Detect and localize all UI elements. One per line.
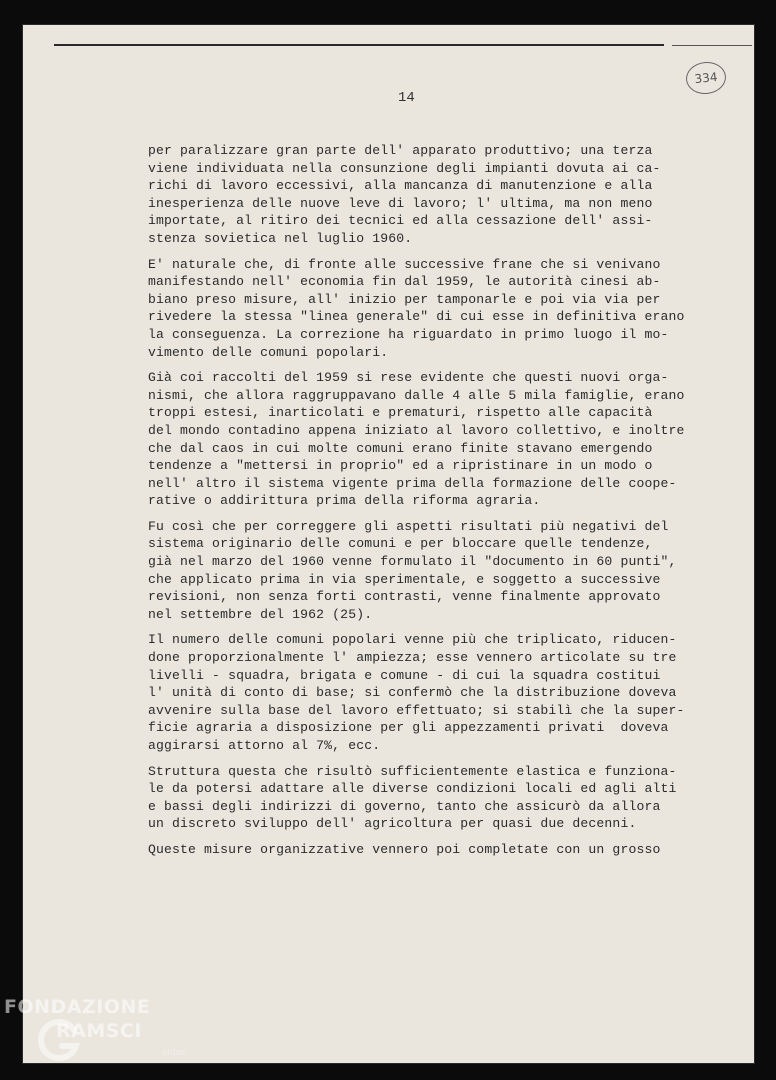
text-line: inesperienza delle nuove leve di lavoro; l' ultima, ma non meno bbox=[148, 195, 653, 211]
text-line: che dal caos in cui molte comuni erano finite stavano emergendo bbox=[148, 440, 653, 456]
text-line: Il numero delle comuni popolari venne più che triplicato, riducen- bbox=[148, 632, 677, 648]
text-line: Fu così che per correggere gli aspetti risultati più negativi del bbox=[148, 518, 669, 534]
text-line: già nel marzo del 1960 venne formulato il "documento in 60 punti", bbox=[148, 554, 677, 570]
text-line: che applicato prima in via sperimentale, e soggetto a successive bbox=[148, 571, 661, 587]
text-line: rivedere la stessa "linea generale" di cui esse in definitiva erano bbox=[148, 309, 685, 325]
text-line: done proporzionalmente l' ampiezza; esse vennero articolate su tre bbox=[148, 650, 677, 666]
fondazione-gramsci-watermark bbox=[4, 996, 204, 1076]
text-line: e bassi degli indirizzi di governo, tanto che assicurò da allora bbox=[148, 798, 661, 814]
text-line: del mondo contadino appena iniziato al lavoro collettivo, e inoltre bbox=[148, 422, 685, 438]
paragraph bbox=[148, 256, 758, 362]
text-line: E' naturale che, di fronte alle successive frane che si venivano bbox=[148, 256, 661, 272]
text-line: vimento delle comuni popolari. bbox=[148, 344, 389, 360]
text-line: importate, al ritiro dei tecnici ed alla cessazione dell' assi- bbox=[148, 213, 653, 229]
paragraph bbox=[148, 763, 758, 833]
text-line: Queste misure organizzative vennero poi completate con un grosso bbox=[148, 841, 661, 857]
text-line: sistema originario delle comuni e per bloccare quelle tendenze, bbox=[148, 536, 653, 552]
text-line: viene individuata nella consunzione degli impianti dovuta ai ca- bbox=[148, 160, 661, 176]
text-line: rative o addirittura prima della riforma agraria. bbox=[148, 493, 541, 509]
paragraph bbox=[148, 369, 758, 510]
watermark-line2: RAMSCI bbox=[56, 1020, 142, 1042]
text-line: Struttura questa che risultò sufficientemente elastica e funziona- bbox=[148, 763, 677, 779]
text-line: Già coi raccolti del 1959 si rese evidente che questi nuovi orga- bbox=[148, 370, 669, 386]
paragraph bbox=[148, 518, 758, 624]
archive-number-stamp: 334 bbox=[684, 60, 727, 96]
text-line: manifestando nell' economia fin dal 1959, le autorità cinesi ab- bbox=[148, 274, 661, 290]
text-line: per paralizzare gran parte dell' apparato produttivo; una terza bbox=[148, 143, 653, 158]
text-line: stenza sovietica nel luglio 1960. bbox=[148, 230, 413, 246]
text-line: ficie agraria a disposizione per gli appezzamenti privati doveva bbox=[148, 720, 669, 736]
text-line: nel settembre del 1962 (25). bbox=[148, 606, 373, 622]
text-line: tendenze a "mettersi in proprio" ed a ripristinare in un modo o bbox=[148, 458, 653, 474]
text-line: un discreto sviluppo dell' agricoltura per quasi due decenni. bbox=[148, 816, 637, 832]
text-line: nell' altro il sistema vigente prima della formazione delle coope- bbox=[148, 475, 677, 491]
text-line: nismi, che allora raggruppavano dalle 4 alle 5 mila famiglie, erano bbox=[148, 387, 685, 403]
text-line: la conseguenza. La correzione ha riguardato in primo luogo il mo- bbox=[148, 326, 669, 342]
watermark-line1: FONDAZIONE bbox=[4, 996, 151, 1018]
text-line: aggirarsi attorno al 7%, ecc. bbox=[148, 738, 381, 753]
text-line: troppi estesi, inarticolati e prematuri, rispetto alle capacità bbox=[148, 405, 653, 421]
watermark-suffix: onlus bbox=[162, 1048, 187, 1058]
page-number: 14 bbox=[398, 90, 415, 106]
typewritten-body bbox=[148, 142, 758, 867]
text-line: le da potersi adattare alle diverse condizioni locali ed agli alti bbox=[148, 781, 677, 797]
top-rule bbox=[54, 44, 664, 46]
text-line: avvenire sulla base del lavoro effettuato; si stabilì che la super- bbox=[148, 702, 685, 718]
text-line: richi di lavoro eccessivi, alla mancanza di manutenzione e alla bbox=[148, 178, 653, 194]
paragraph bbox=[148, 142, 758, 248]
document-page bbox=[22, 24, 755, 1064]
text-line: revisioni, non senza forti contrasti, venne finalmente approvato bbox=[148, 589, 661, 605]
text-line: l' unità di conto di base; si confermò che la distribuzione doveva bbox=[148, 685, 677, 701]
text-line: livelli - squadra, brigata e comune - di cui la squadra costitui bbox=[148, 667, 661, 683]
top-rule-right bbox=[672, 45, 752, 46]
paragraph bbox=[148, 841, 758, 859]
text-line: biano preso misure, all' inizio per tamponarle e poi via via per bbox=[148, 291, 661, 307]
paragraph bbox=[148, 631, 758, 754]
